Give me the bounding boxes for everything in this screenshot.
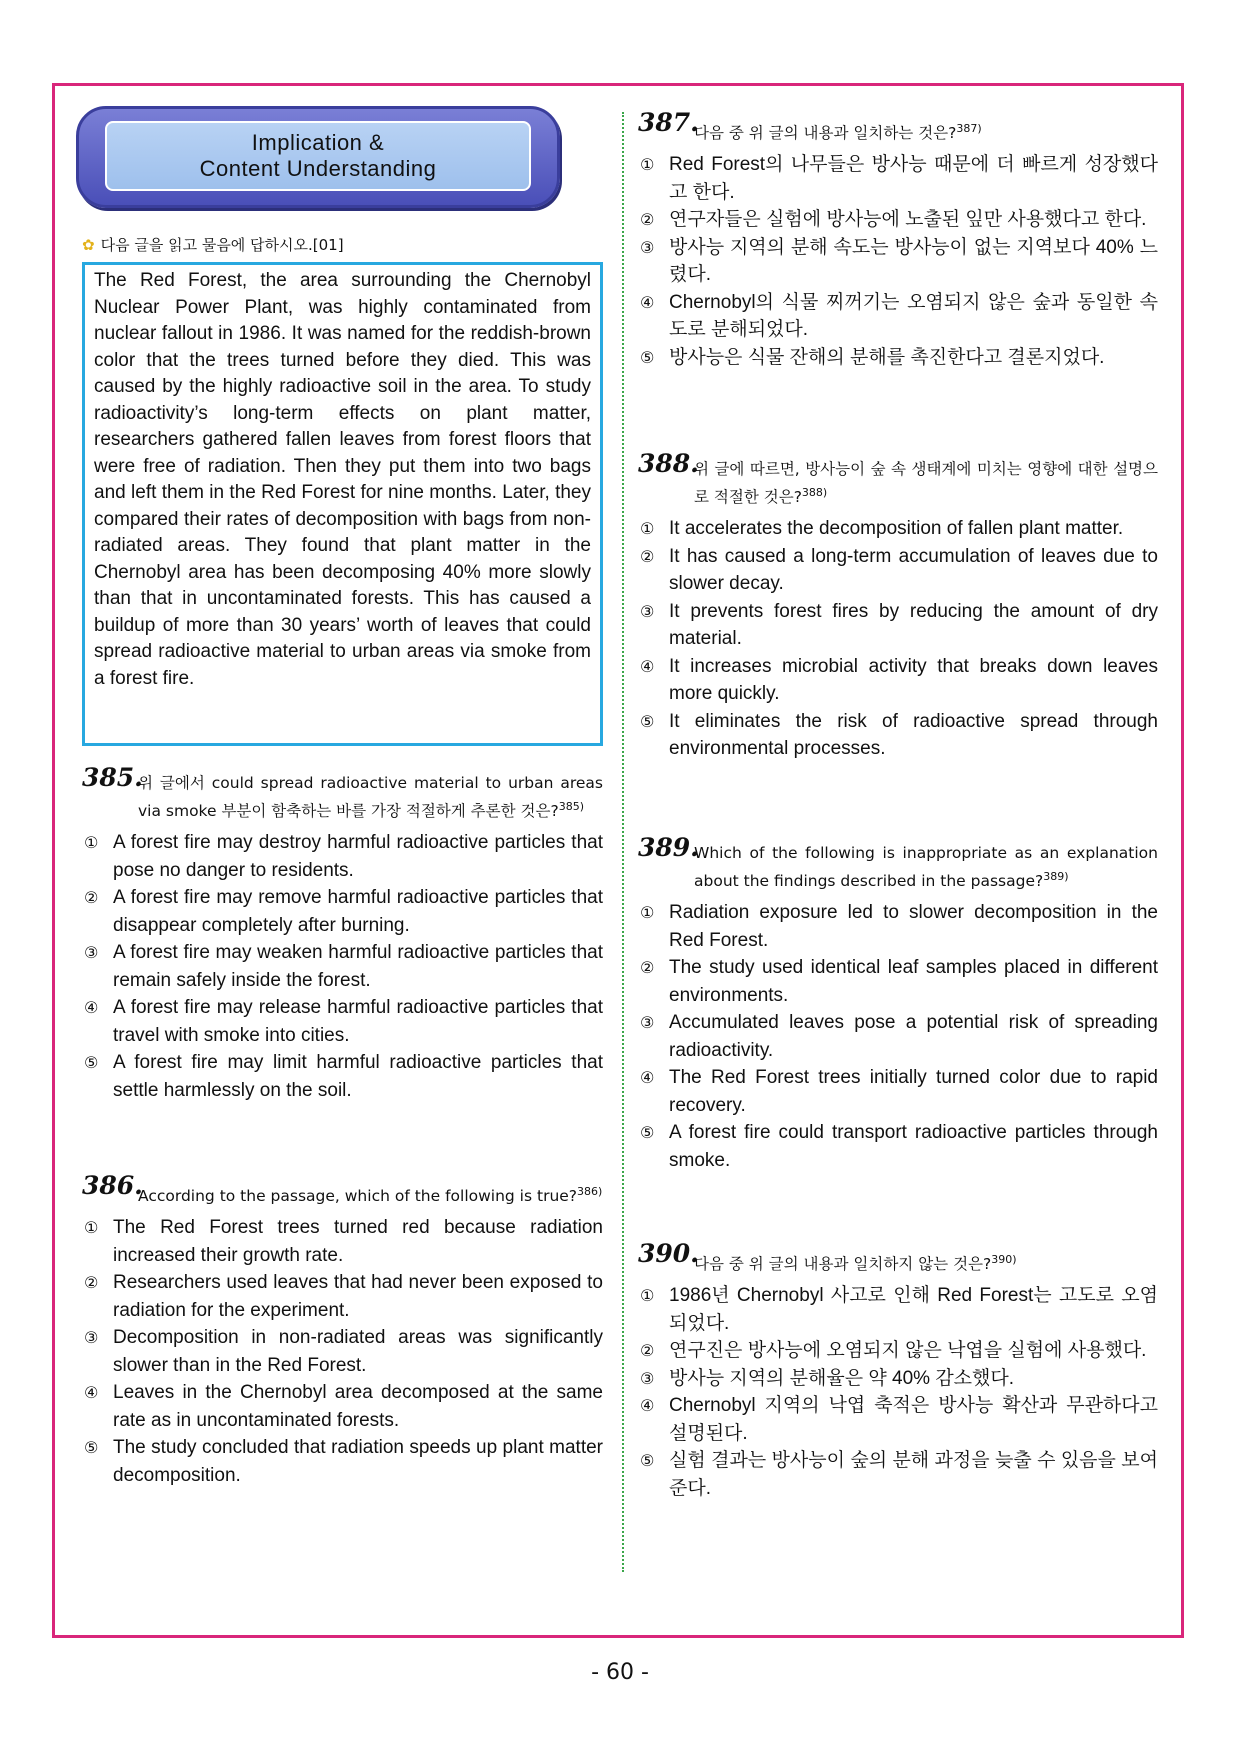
question-389 [638, 833, 1158, 1174]
option-marker: ④ [640, 1396, 655, 1416]
option-marker: ⑤ [640, 347, 655, 367]
option-marker: ③ [84, 1328, 99, 1348]
option[interactable] [82, 884, 603, 939]
option-text: A forest fire may weaken harmful radioactive particles that remain safely inside the forest. [113, 942, 603, 991]
option-marker: ① [84, 1218, 99, 1238]
option[interactable] [638, 598, 1158, 653]
option-marker: ② [84, 1273, 99, 1293]
instruction-text: 다음 글을 읽고 물음에 답하시오.[01] [100, 236, 344, 254]
section-heading-line1: Implication & [251, 130, 385, 155]
footnote-ref: 389) [1043, 870, 1069, 883]
option[interactable] [638, 1337, 1158, 1365]
option[interactable] [82, 1049, 603, 1104]
section-heading [105, 121, 531, 191]
option[interactable] [82, 994, 603, 1049]
footnote-ref: 386) [577, 1185, 603, 1198]
option[interactable] [638, 1365, 1158, 1393]
option-text: The Red Forest trees initially turned color due to rapid recovery. [669, 1067, 1158, 1116]
reading-passage: The Red Forest, the area surrounding the Chernobyl Nuclear Power Plant, was highly contaminated from nuclear fallout in 1986. It was named for the reddish-brown color that the trees turned before they died. This was caused by the highly radioactive soil in the area. To study radioactivity’s long-term effects on plant matter, researchers gathered fallen leaves from forest floors that were free of radiation. Then they put them into two bags and left them in the Red Forest for nine months. Later, they compared their rates of decomposition with bags from non-radiated areas. They found that plant matter in the Chernobyl area has been decomposing 40% more slowly than that in uncontaminated forests. This has caused a buildup of more than 30 years’ worth of leaves that could spread radioactive material to urban areas via smoke from a forest fire. [82, 262, 603, 746]
option[interactable] [638, 344, 1158, 372]
footnote-ref: 387) [956, 122, 982, 135]
option-text: A forest fire may limit harmful radioactive particles that settle harmlessly on the soil. [113, 1052, 603, 1101]
option[interactable] [638, 899, 1158, 954]
option-text: Decomposition in non-radiated areas was significantly slower than in the Red Forest. [113, 1327, 603, 1376]
question-stem [638, 108, 1158, 145]
option-text: 실험 결과는 방사능이 숲의 분해 과정을 늦출 수 있음을 보여준다. [669, 1450, 1158, 1499]
question-text: 위 글에 따르면, 방사능이 숲 속 생태계에 미치는 영향에 대한 설명으로 적절한 것은? [694, 460, 1158, 507]
option-marker: ② [640, 546, 655, 566]
option-marker: ④ [640, 292, 655, 312]
question-388 [638, 449, 1158, 763]
option-text: Researchers used leaves that had never been exposed to radiation for the experiment. [113, 1272, 603, 1321]
option-marker: ② [640, 210, 655, 230]
question-387 [638, 108, 1158, 371]
option-text: It has caused a long-term accumulation of leaves due to slower decay. [669, 545, 1158, 595]
question-stem [638, 1239, 1158, 1276]
option[interactable] [638, 1282, 1158, 1337]
option-text: Red Forest의 나무들은 방사능 때문에 더 빠르게 성장했다고 한다. [669, 154, 1158, 203]
option-text: It accelerates the decomposition of fallen plant matter. [669, 518, 1124, 540]
option-list [638, 1282, 1158, 1502]
question-386 [82, 1171, 603, 1489]
option-marker: ① [640, 519, 655, 539]
option-list [638, 899, 1158, 1174]
option[interactable] [638, 708, 1158, 763]
option-text: It prevents forest fires by reducing the amount of dry material. [669, 600, 1158, 650]
footnote-ref: 390) [991, 1253, 1017, 1266]
option[interactable] [638, 206, 1158, 234]
option-text: The Red Forest trees turned red because radiation increased their growth rate. [113, 1217, 603, 1266]
option-marker: ⑤ [84, 1053, 99, 1073]
option-marker: ④ [640, 656, 655, 676]
option-text: 방사능은 식물 잔해의 분해를 촉진한다고 결론지었다. [669, 346, 1105, 368]
option[interactable] [82, 1269, 603, 1324]
question-text: 다음 중 위 글의 내용과 일치하는 것은? [694, 124, 957, 143]
question-stem [638, 449, 1158, 509]
option-marker: ④ [84, 1383, 99, 1403]
option-text: Chernobyl 지역의 낙엽 축적은 방사능 확산과 무관하다고 설명된다. [669, 1395, 1158, 1444]
option-marker: ① [640, 903, 655, 923]
option[interactable] [638, 234, 1158, 289]
option[interactable] [638, 1392, 1158, 1447]
option[interactable] [82, 1379, 603, 1434]
question-number: 389. [638, 833, 699, 862]
option-text: A forest fire may remove harmful radioactive particles that disappear completely after burning. [113, 887, 603, 936]
footnote-ref: 388) [801, 486, 828, 499]
option-text: It increases microbial activity that breaks down leaves more quickly. [669, 655, 1158, 705]
option-text: Radiation exposure led to slower decomposition in the Red Forest. [669, 902, 1158, 951]
option-marker: ③ [640, 1368, 655, 1388]
option-text: 연구자들은 실험에 방사능에 노출된 잎만 사용했다고 한다. [669, 209, 1147, 231]
option[interactable] [638, 1009, 1158, 1064]
option-marker: ⑤ [84, 1438, 99, 1458]
option-text: 방사능 지역의 분해 속도는 방사능이 없는 지역보다 40% 느렸다. [669, 236, 1158, 286]
option-marker: ① [640, 155, 655, 175]
question-stem [82, 1171, 603, 1208]
option-marker: ③ [640, 237, 655, 257]
question-390 [638, 1239, 1158, 1502]
option[interactable] [638, 1064, 1158, 1119]
option-text: 방사능 지역의 분해율은 약 40% 감소했다. [669, 1367, 1015, 1389]
option-marker: ① [640, 1286, 655, 1306]
question-number: 390. [638, 1239, 699, 1268]
page-number: - 60 - [591, 1660, 649, 1685]
option[interactable] [82, 1434, 603, 1489]
option[interactable] [638, 954, 1158, 1009]
option[interactable] [638, 515, 1158, 543]
option-marker: ③ [640, 601, 655, 621]
question-number: 385. [82, 763, 143, 792]
option[interactable] [638, 1119, 1158, 1174]
option-marker: ② [640, 1341, 655, 1361]
option-marker: ⑤ [640, 1451, 655, 1471]
option-text: A forest fire could transport radioactive particles through smoke. [669, 1122, 1158, 1171]
option-marker: ⑤ [640, 711, 655, 731]
option[interactable] [638, 1447, 1158, 1502]
option-text: Leaves in the Chernobyl area decomposed at the same rate as in uncontaminated forests. [113, 1382, 603, 1431]
option-marker: ⑤ [640, 1123, 655, 1143]
option-text: Accumulated leaves pose a potential risk of spreading radioactivity. [669, 1012, 1158, 1061]
option-marker: ③ [640, 1013, 655, 1033]
section-heading-line2: Content Understanding [199, 156, 437, 181]
question-text: According to the passage, which of the following is true? [138, 1187, 578, 1206]
option[interactable] [638, 543, 1158, 598]
question-stem [82, 763, 603, 823]
question-text: Which of the following is inappropriate as an explanation about the findings described in the passage? [694, 844, 1158, 891]
option[interactable] [82, 829, 603, 884]
option-marker: ① [84, 833, 99, 853]
question-stem [638, 833, 1158, 893]
option-list [82, 829, 603, 1104]
option-text: A forest fire may destroy harmful radioactive particles that pose no danger to residents. [113, 832, 603, 881]
question-text: 다음 중 위 글의 내용과 일치하지 않는 것은? [694, 1255, 992, 1274]
option[interactable] [82, 939, 603, 994]
option-text: The study used identical leaf samples placed in different environments. [669, 957, 1158, 1006]
footnote-ref: 385) [558, 800, 584, 813]
option-text: Chernobyl의 식물 찌꺼기는 오염되지 않은 숲과 동일한 속도로 분해되었다. [669, 291, 1158, 341]
question-number: 387. [638, 108, 699, 137]
option-list [82, 1214, 603, 1489]
option-text: 1986년 Chernobyl 사고로 인해 Red Forest는 고도로 오염되었다. [669, 1285, 1158, 1334]
instruction [82, 234, 344, 255]
question-text: 위 글에서 could spread radioactive material to urban areas via smoke 부분이 함축하는 바를 가장 적절하게 추론한 것은? [138, 774, 603, 821]
option[interactable] [638, 653, 1158, 708]
option-text: A forest fire may release harmful radioactive particles that travel with smoke into cities. [113, 997, 603, 1046]
option-list [638, 151, 1158, 371]
option[interactable] [82, 1214, 603, 1269]
option-marker: ③ [84, 943, 99, 963]
option-marker: ④ [640, 1068, 655, 1088]
option-text: The study concluded that radiation speeds up plant matter decomposition. [113, 1437, 603, 1486]
question-number: 388. [638, 449, 699, 478]
option-text: It eliminates the risk of radioactive spread through environmental processes. [669, 710, 1158, 760]
question-number: 386. [82, 1171, 143, 1200]
option[interactable] [638, 289, 1158, 344]
column-divider [622, 112, 624, 1572]
option[interactable] [638, 151, 1158, 206]
option-marker: ④ [84, 998, 99, 1018]
flower-icon: ✿ [82, 236, 95, 254]
question-385 [82, 763, 603, 1104]
option-marker: ② [640, 958, 655, 978]
option-text: 연구진은 방사능에 오염되지 않은 낙엽을 실험에 사용했다. [669, 1340, 1147, 1362]
option[interactable] [82, 1324, 603, 1379]
option-list [638, 515, 1158, 763]
option-marker: ② [84, 888, 99, 908]
